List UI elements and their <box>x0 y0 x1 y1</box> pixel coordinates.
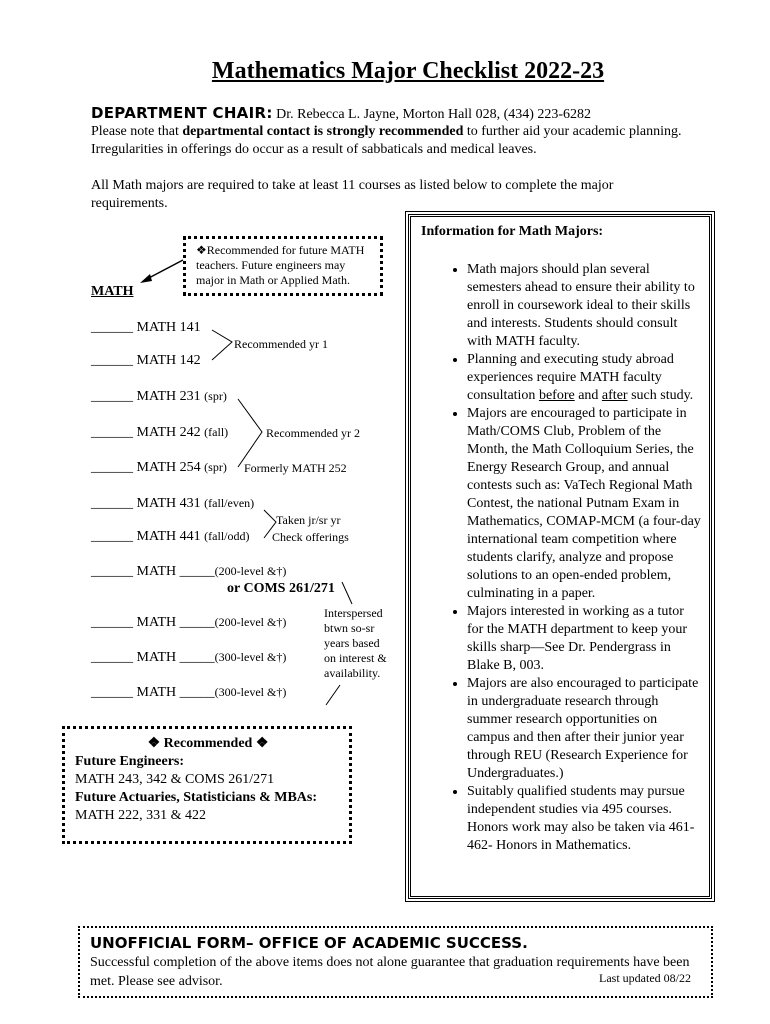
chair-label: DEPARTMENT CHAIR: <box>91 104 273 122</box>
bracket-yr1 <box>212 330 232 360</box>
course-blank[interactable]: ______ <box>91 496 133 511</box>
engineers-courses: MATH 243, 342 & COMS 261/271 <box>75 772 275 787</box>
course-detail: (fall/odd) <box>204 529 250 543</box>
interspersed-line-bottom <box>326 685 340 705</box>
footer-box <box>78 926 713 998</box>
course-detail: (200-level &†) <box>214 564 287 578</box>
info-item: • Majors are also encouraged to participate in undergraduate research through summer research opportunities on campus and then after their junior year through REU (Research Experience for Undergraduates.) <box>467 675 703 783</box>
annotation-check-offerings: Check offerings <box>272 530 349 544</box>
bracket-yr2 <box>238 399 262 467</box>
info-item: • Majors are encouraged to participate in Math/COMS Club, Problem of the Month, the Math Colloquium Series, the Energy Research Group, and annual contests such as: VaTech Regional Math Contest, the national Putnam Exam in Mathematics, COMAP-MCM (a four-day international team competition where students clarify, analyze and propose solutions to an open-ended problem, culminating in a paper. <box>467 405 703 603</box>
annotation-line: availability. <box>324 666 381 680</box>
footer-heading: UNOFFICIAL FORM– OFFICE OF ACADEMIC SUCCESS. <box>90 934 528 952</box>
course-name: MATH 142 <box>136 353 201 368</box>
annotation-taken-jr: Taken jr/sr yr <box>276 513 341 527</box>
info-list <box>421 261 703 855</box>
annotation-line: btwn so-sr <box>324 621 375 635</box>
course-name: MATH _____ <box>136 685 215 700</box>
info-item: • Suitably qualified students may pursue independent studies via 495 courses. Honors work may also be taken via 461-462- Honors in Mathematics. <box>467 783 703 855</box>
annotation-line: years based <box>324 636 380 650</box>
course-detail: (300-level &†) <box>214 650 287 664</box>
or-coms: or COMS 261/271 <box>227 581 335 596</box>
requirement-text: All Math majors are required to take at least 11 courses as listed below to complete the major requirements. <box>91 178 614 211</box>
course-detail: (300-level &†) <box>214 685 287 699</box>
math-heading: MATH <box>91 284 134 299</box>
course-name: MATH _____ <box>136 650 215 665</box>
course-detail: (fall/even) <box>204 496 255 510</box>
course-blank[interactable]: ______ <box>91 650 133 665</box>
course-detail: (200-level &†) <box>214 615 287 629</box>
contact-note-prefix: Please note that <box>91 124 183 139</box>
course-blank[interactable]: ______ <box>91 529 133 544</box>
annotation-rec-yr2: Recommended yr 2 <box>266 426 360 440</box>
course-name: MATH _____ <box>136 615 215 630</box>
info-box <box>405 211 715 902</box>
info-item: • Majors interested in working as a tutor for the MATH department to keep your skills sharp—See Dr. Pendergrass in Blake B, 003. <box>467 603 703 675</box>
annotation-formerly: Formerly MATH 252 <box>244 461 347 475</box>
footer-updated: Last updated 08/22 <box>599 971 691 985</box>
chair-info: Dr. Rebecca L. Jayne, Morton Hall 028, (434) 223-6282 <box>276 107 592 122</box>
info-item <box>467 351 703 405</box>
course-name: MATH 242 <box>136 425 201 440</box>
course-blank[interactable]: ______ <box>91 425 133 440</box>
info-text: and <box>574 388 602 403</box>
engineers-label: Future Engineers: <box>75 754 185 769</box>
course-blank[interactable]: ______ <box>91 685 133 700</box>
course-name: MATH 254 <box>136 460 201 475</box>
info-text-underlined: after <box>601 388 628 403</box>
contact-note-suffix: to further aid your academic planning. Irregularities in offerings do occur as a result of sabbaticals and medical leaves. <box>91 124 682 157</box>
course-name: MATH _____ <box>136 564 215 579</box>
course-detail: (fall) <box>204 425 229 439</box>
course-blank[interactable]: ______ <box>91 460 133 475</box>
actuaries-label: Future Actuaries, Statisticians & MBAs: <box>75 790 317 805</box>
interspersed-line-top <box>342 582 352 604</box>
info-text: such study. <box>627 388 694 403</box>
info-heading: Information for Math Majors: <box>421 224 604 239</box>
teacher-note: ❖Recommended for future MATH teachers. Future engineers may major in Math or Applied Math. <box>183 236 383 296</box>
course-name: MATH 441 <box>136 529 201 544</box>
page-title: Mathematics Major Checklist 2022-23 <box>211 58 605 84</box>
course-detail: (spr) <box>204 460 227 474</box>
info-text-underlined: before <box>538 388 575 403</box>
course-detail: (spr) <box>204 389 227 403</box>
course-blank[interactable]: ______ <box>91 615 133 630</box>
info-text: Planning and executing study abroad experiences require MATH faculty consultation <box>467 352 674 403</box>
footer-text: Successful completion of the above items does not alone guarantee that graduation requirements have been met. Please see advisor. <box>90 955 690 989</box>
course-blank[interactable]: ______ <box>91 564 133 579</box>
arrow-head-icon <box>140 274 152 283</box>
annotation-line: Interspersed <box>324 606 383 620</box>
course-name: MATH 431 <box>136 496 201 511</box>
course-blank[interactable]: ______ <box>91 389 133 404</box>
course-blank[interactable]: ______ <box>91 353 133 368</box>
course-name: MATH 231 <box>136 389 201 404</box>
annotation-rec-yr1: Recommended yr 1 <box>234 337 328 351</box>
bracket-jr <box>264 510 276 538</box>
actuaries-courses: MATH 222, 331 & 422 <box>75 808 207 823</box>
recommended-box <box>62 726 352 844</box>
recommended-heading: ❖ Recommended ❖ <box>147 736 269 751</box>
course-blank[interactable]: ______ <box>91 320 133 335</box>
contact-note-bold: departmental contact is strongly recommended <box>182 124 464 139</box>
course-name: MATH 141 <box>136 320 201 335</box>
info-item: • Math majors should plan several semesters ahead to ensure their ability to enroll in coursework ideal to their skills and interests. Students should consult with MATH faculty. <box>467 261 703 351</box>
annotation-line: on interest & <box>324 651 387 665</box>
